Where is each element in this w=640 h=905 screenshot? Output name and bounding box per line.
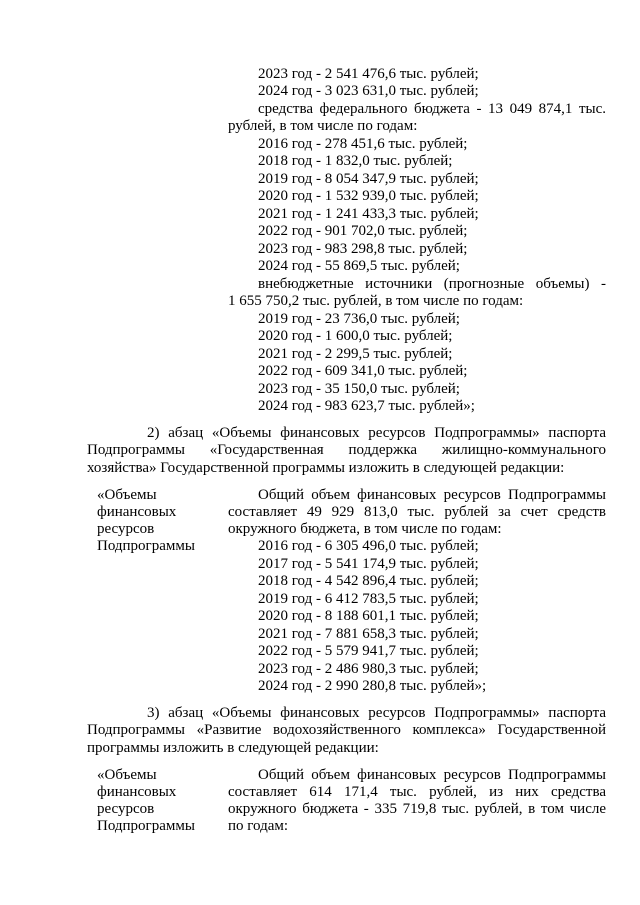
table-year-line: 2021 год - 7 881 658,3 тыс. рублей;	[258, 626, 479, 642]
table-text-line: составляет 614 171,4 тыс. рублей, из них средства	[228, 784, 606, 800]
paragraph-2-line: хозяйства» Государственной программы изложить в следующей редакции:	[87, 460, 565, 476]
table-label: «Объемы	[97, 487, 157, 503]
table-year-line: 2020 год - 8 188 601,1 тыс. рублей;	[258, 608, 479, 624]
table-year-line: 2016 год - 6 305 496,0 тыс. рублей;	[258, 538, 479, 554]
extrabudget-intro-cont: 1 655 750,2 тыс. рублей, в том числе по годам:	[228, 293, 524, 309]
federal-budget-intro: средства федерального бюджета - 13 049 874,1 тыс.	[258, 101, 606, 117]
extrabudget-year-line: 2020 год - 1 600,0 тыс. рублей;	[258, 328, 453, 344]
federal-year-line: 2020 год - 1 532 939,0 тыс. рублей;	[258, 188, 479, 204]
extrabudget-year-line: 2023 год - 35 150,0 тыс. рублей;	[258, 381, 460, 397]
paragraph-2-line: 2) абзац «Объемы финансовых ресурсов Подпрограммы» паспорта	[147, 425, 606, 441]
table-label: финансовых	[97, 504, 177, 520]
paragraph-3-line: 3) абзац «Объемы финансовых ресурсов Подпрограммы» паспорта	[147, 705, 606, 721]
federal-year-line: 2018 год - 1 832,0 тыс. рублей;	[258, 153, 453, 169]
extrabudget-year-line: 2021 год - 2 299,5 тыс. рублей;	[258, 346, 453, 362]
table-year-line: 2017 год - 5 541 174,9 тыс. рублей;	[258, 556, 479, 572]
table-label: финансовых	[97, 784, 177, 800]
federal-year-line: 2019 год - 8 054 347,9 тыс. рублей;	[258, 171, 479, 187]
federal-year-line: 2023 год - 983 298,8 тыс. рублей;	[258, 241, 468, 257]
year-line: 2024 год - 3 023 631,0 тыс. рублей;	[258, 83, 479, 99]
table-year-line: 2018 год - 4 542 896,4 тыс. рублей;	[258, 573, 479, 589]
federal-year-line: 2021 год - 1 241 433,3 тыс. рублей;	[258, 206, 479, 222]
federal-year-line: 2022 год - 901 702,0 тыс. рублей;	[258, 223, 468, 239]
federal-year-line: 2024 год - 55 869,5 тыс. рублей;	[258, 258, 460, 274]
table-text-line: по годам:	[228, 818, 289, 834]
extrabudget-year-line: 2019 год - 23 736,0 тыс. рублей;	[258, 311, 460, 327]
federal-budget-intro-cont: рублей, в том числе по годам:	[228, 118, 418, 134]
table-text-line: окружного бюджета - 335 719,8 тыс. рублей, в том числе	[228, 801, 606, 817]
table-year-line: 2022 год - 5 579 941,7 тыс. рублей;	[258, 643, 479, 659]
table-text-line: Общий объем финансовых ресурсов Подпрограммы	[258, 767, 606, 783]
extrabudget-year-line: 2024 год - 983 623,7 тыс. рублей»;	[258, 398, 475, 414]
table-label: ресурсов	[97, 801, 155, 817]
table-text-line: окружного бюджета, в том числе по годам:	[228, 521, 502, 537]
federal-year-line: 2016 год - 278 451,6 тыс. рублей;	[258, 136, 468, 152]
table-label: ресурсов	[97, 521, 155, 537]
table-text-line: составляет 49 929 813,0 тыс. рублей за счет средств	[228, 504, 606, 520]
paragraph-3-line: программы изложить в следующей редакции:	[87, 740, 379, 756]
table-label: Подпрограммы	[97, 818, 195, 834]
paragraph-2-line: Подпрограммы «Государственная поддержка жилищно-коммунального	[87, 442, 606, 458]
extrabudget-intro: внебюджетные источники (прогнозные объемы) -	[258, 276, 606, 292]
table-label: Подпрограммы	[97, 538, 195, 554]
year-line: 2023 год - 2 541 476,6 тыс. рублей;	[258, 66, 479, 82]
table-text-line: Общий объем финансовых ресурсов Подпрограммы	[258, 487, 606, 503]
paragraph-3-line: Подпрограммы «Развитие водохозяйственного комплекса» Государственной	[87, 722, 606, 738]
table-year-line: 2023 год - 2 486 980,3 тыс. рублей;	[258, 661, 479, 677]
table-year-line: 2019 год - 6 412 783,5 тыс. рублей;	[258, 591, 479, 607]
table-label: «Объемы	[97, 767, 157, 783]
extrabudget-year-line: 2022 год - 609 341,0 тыс. рублей;	[258, 363, 468, 379]
table-year-line: 2024 год - 2 990 280,8 тыс. рублей»;	[258, 678, 487, 694]
